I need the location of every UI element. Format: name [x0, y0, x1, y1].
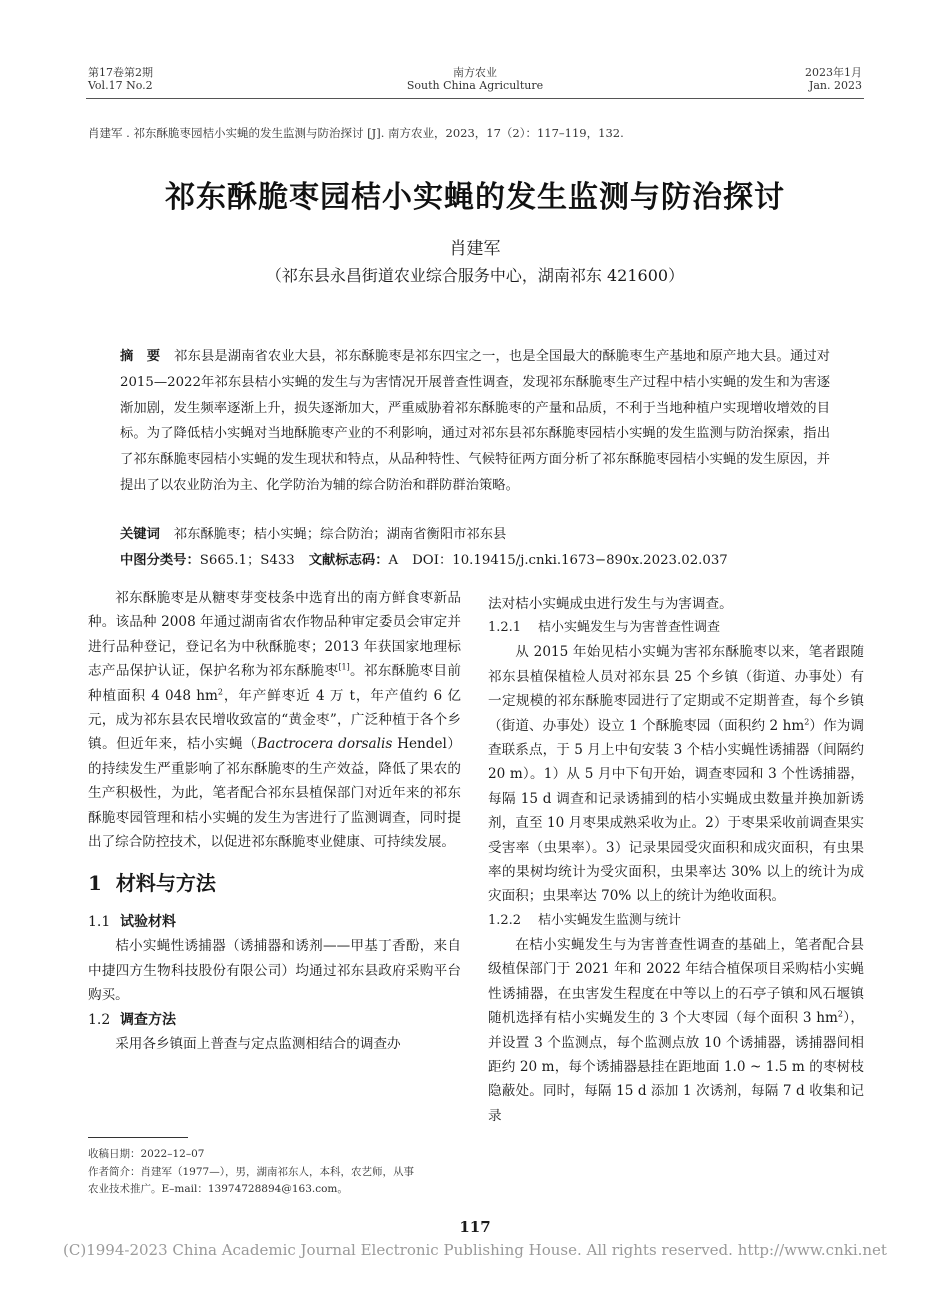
running-header-date: [805, 66, 862, 92]
body-left-column: [88, 586, 461, 1056]
abstract: [120, 344, 830, 499]
clc-value: S665.1；S433: [199, 553, 295, 568]
section-1-1-heading: 1.1 试验材料: [88, 914, 176, 931]
article-title: 祁东酥脆枣园桔小实蝇的发生监测与防治探讨: [165, 180, 785, 215]
header-volume-en: Vol.17 No.2: [88, 79, 153, 92]
header-date-en: Jan. 2023: [808, 79, 862, 92]
footnote-author-bio-cont: 农业技术推广。E–mail：13974728894@163.com。: [88, 1183, 348, 1195]
species-name: Bactrocera dorsalis: [257, 736, 393, 753]
footnote-received-date: 收稿日期：2022–12–07: [88, 1148, 205, 1160]
doc-code-value: A: [388, 553, 399, 568]
section-1-2-2-text: 在桔小实蝇发生与为害普查性调查的基础上，笔者配合县级植保部门于 2021 年和 2022 年结合植保项目采购桔小实蝇性诱捕器，在虫害发生程度在中等以上的石亭子镇和风石堰镇随机选择有桔小实蝇发生的 3 个大枣园（每个面积 3 $hm^2$），并设置 3 个监测点，每个监测点放 10 个诱捕器，诱捕器间相距约 20 m，每个诱捕器悬挂在距地面 1.0 ~ 1.5 m 的枣树枝隐蔽处。同时，每隔 15 d 添加 1 次诱剂，每隔 7 d 收集和记录: [488, 936, 864, 1124]
clc-label: 中图分类号：: [120, 553, 200, 568]
citation-line: 肖建军 . 祁东酥脆枣园桔小实蝇的发生监测与防治探讨 [J]. 南方农业，2023，17（2）：117–119，132.: [88, 126, 624, 140]
keywords-label: 关键词: [120, 527, 160, 542]
abstract-label: 摘 要: [120, 349, 161, 364]
footnote-divider: [88, 1137, 188, 1138]
section-1-2-continued: 法对桔小实蝇成虫进行发生与为害调查。: [488, 596, 733, 612]
abstract-text: 祁东县是湖南省农业大县，祁东酥脆枣是祁东四宝之一，也是全国最大的酥脆枣生产基地和原产地大县。通过对2015—2022年祁东县桔小实蝇的发生与为害情况开展普查性调查，发现祁东酥脆枣生产过程中桔小实蝇的发生和为害逐渐加剧，发生频率逐渐上升，损失逐渐加大，严重威胁着祁东酥脆枣的产量和品质，不利于当地种植户实现增收增效的目标。为了降低桔小实蝇对当地酥脆枣产业的不利影响，通过对祁东县祁东酥脆枣园桔小实蝇的发生监测与防治探索，指出了祁东酥脆枣园桔小实蝇的发生现状和特点，从品种特性、气候特征两方面分析了祁东酥脆枣园桔小实蝇的发生原因，并提出了以农业防治为主、化学防治为辅的综合防治和群防群治策略。: [120, 349, 831, 493]
section-1-heading: 1 材料与方法: [88, 871, 216, 896]
header-divider: [86, 98, 864, 99]
body-right-column: [488, 592, 864, 1128]
section-1-2-text: 采用各乡镇面上普查与定点监测相结合的调查办: [115, 1035, 401, 1052]
section-1-2-1-heading: 1.2.1 桔小实蝇发生与为害普查性调查: [488, 620, 721, 636]
reference-marker[interactable]: [1]: [338, 662, 350, 672]
section-1-2-2-heading: 1.2.2 桔小实蝇发生监测与统计: [488, 912, 682, 928]
header-journal-en: South China Agriculture: [406, 79, 544, 92]
doc-code-label: 文献标志码：: [308, 553, 389, 568]
author-affiliation: （祁东县永昌街道农业综合服务中心，湖南祁东 421600）: [265, 266, 685, 285]
doi-value[interactable]: 10.19415/j.cnki.1673−890x.2023.02.037: [452, 553, 728, 568]
section-1-2-1-text: 从 2015 年始见桔小实蝇为害祁东酥脆枣以来，笔者跟随祁东县植保植检人员对祁东县 25 个乡镇（街道、办事处）有一定规模的祁东酥脆枣园进行了定期或不定期普查，每个乡镇（街道、办事处）设立 1 个酥脆枣园（面积约 2 $hm^2$）作为调查联系点，于 5 月上中旬安装 3 个桔小实蝇性诱捕器（间隔约 20 m）。1）从 5 月中下旬开始，调查枣园和 3 个性诱捕器，每隔 15 d 调查和记录诱捕到的桔小实蝇成虫数量并换加新诱剂，直至 10 月枣果成熟采收为止。2）于枣果采收前调查果实受害率（虫果率）。3）记录果园受灾面积和成灾面积，有虫果率的果树均统计为受灾面积，虫果率达 30% 以上的统计为成灾面积；虫果率达 70% 以上的统计为绝收面积。: [488, 644, 865, 905]
doi-label: DOI：: [412, 553, 453, 568]
classification-line: [120, 549, 830, 568]
author-name: 肖建军: [449, 239, 501, 259]
keywords: [120, 523, 830, 542]
header-date-cn: 2023年1月: [805, 66, 862, 79]
intro-paragraph: 祁东酥脆枣是从糖枣芽变枝条中选育出的南方鲜食枣新品种。该品种 2008 年通过湖南省农作物品种审定委员会审定并进行品种登记，登记名为中秋酥脆枣；2013 年获国家地理标志产品保护认证，保护名称为祁东酥脆枣[1]。祁东酥脆枣目前种植面积 4 048 $hm^2$，年产鲜枣近 4 万 t，年产值约 6 亿元，成为祁东县农民增收致富的“黄金枣”，广泛种植于各个乡镇。但近年来，桔小实蝇（Bactrocera dorsalis Hendel）的持续发生严重影响了祁东酥脆枣的生产效益，降低了果农的生产积极性，为此，笔者配合祁东县植保部门对近年来的祁东酥脆枣园管理和桔小实蝇的发生为害进行了监测调查，同时提出了综合防控技术，以促进祁东酥脆枣业健康、可持续发展。: [88, 590, 462, 851]
section-1-1-text: 桔小实蝇性诱捕器（诱捕器和诱剂——甲基丁香酚，来自中捷四方生物科技股份有限公司）均通过祁东县政府采购平台购买。: [88, 938, 461, 1004]
footnote: [88, 1146, 461, 1199]
page-number: 117: [459, 1218, 491, 1236]
header-journal-cn: 南方农业: [453, 66, 497, 79]
footnote-author-bio: 作者简介：肖建军（1977—），男，湖南祁东人，本科，农艺师，从事: [88, 1165, 414, 1178]
header-volume-cn: 第17卷第2期: [88, 66, 153, 79]
section-1-2-heading: 1.2 调查方法: [88, 1011, 176, 1028]
copyright-notice: (C)1994-2023 China Academic Journal Electronic Publishing House. All rights reserved. http://www.cnki.net: [63, 1241, 887, 1259]
keywords-text: 祁东酥脆枣；桔小实蝇；综合防治；湖南省衡阳市祁东县: [173, 527, 507, 542]
